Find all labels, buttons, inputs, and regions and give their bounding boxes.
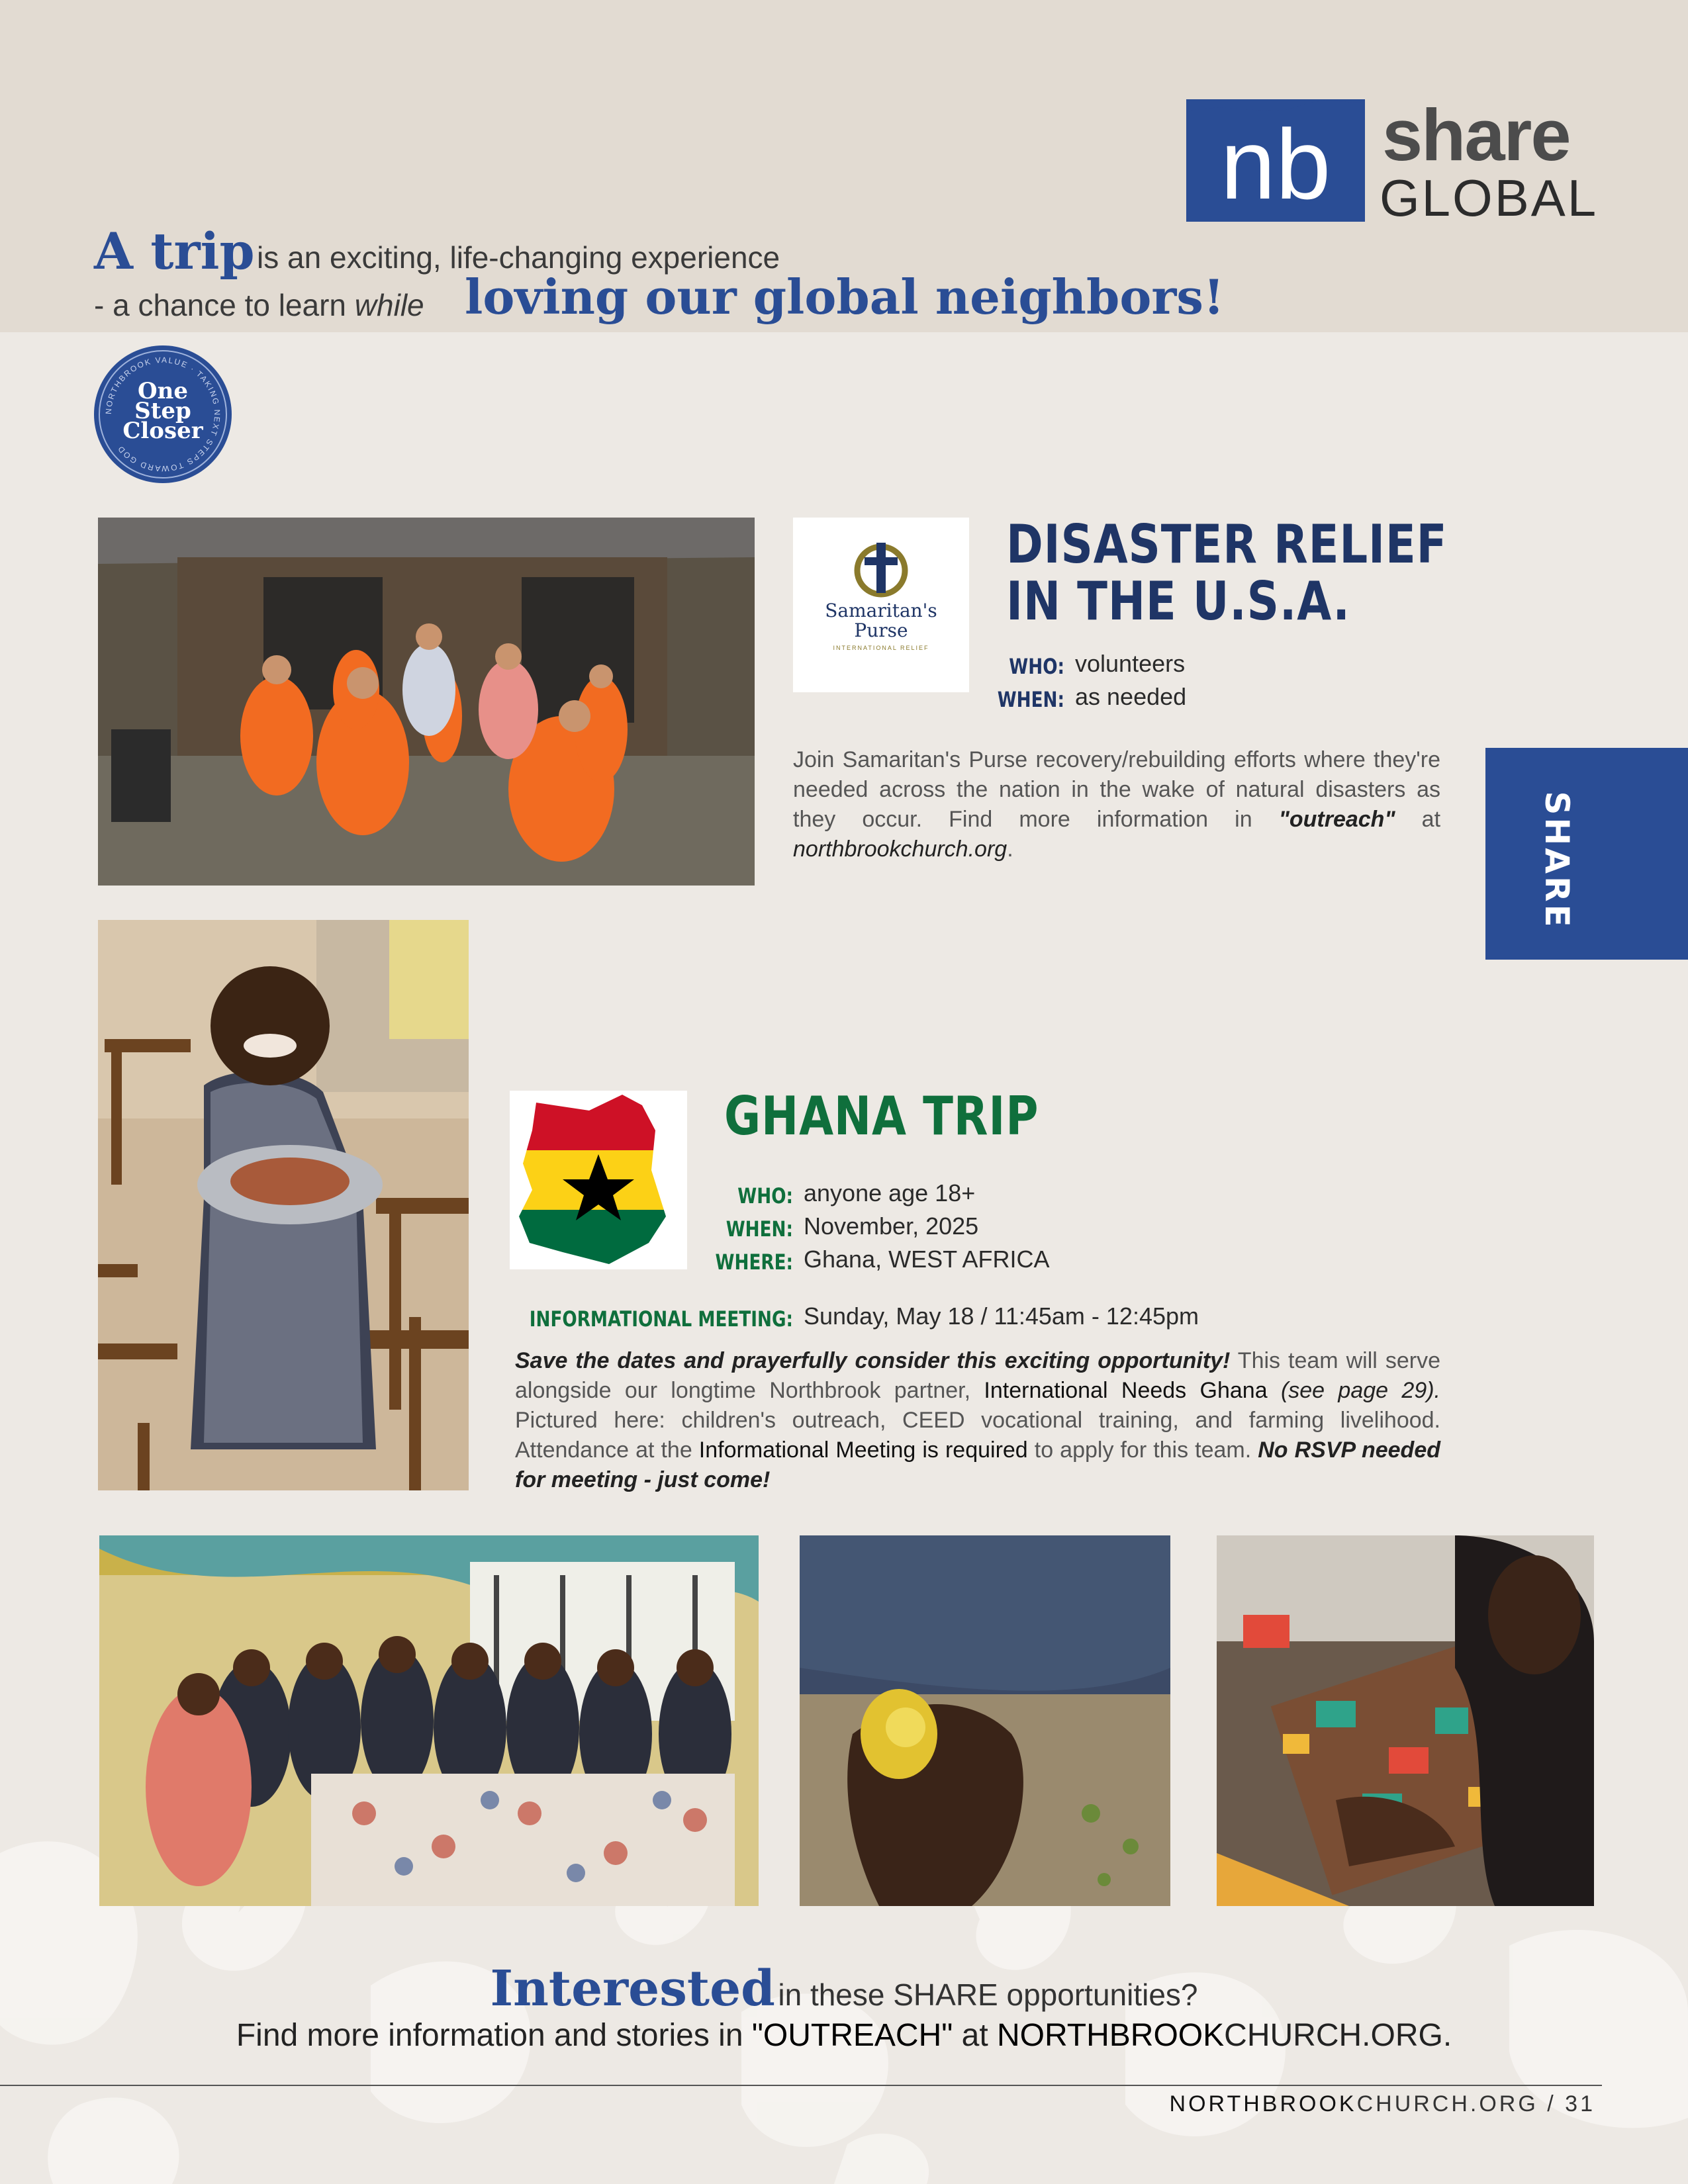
- logo-global-word: GLOBAL: [1380, 169, 1599, 227]
- ghana-child-photo: [98, 920, 469, 1490]
- ghana-who-label: WHO:: [737, 1183, 793, 1208]
- footer-page-info: NORTHBROOKCHURCH.ORG / 31: [1169, 2091, 1595, 2116]
- ghana-flag-map: [510, 1091, 687, 1269]
- childrens-outreach-photo: [99, 1535, 759, 1906]
- headline-loving: loving our global neighbors!: [465, 269, 1225, 325]
- nb-logo-mark: [1186, 99, 1365, 222]
- when-label: WHEN:: [997, 687, 1064, 712]
- disaster-title: DISASTER RELIEF IN THE U.S.A.: [1006, 514, 1448, 632]
- svg-text:nb: nb: [1220, 109, 1331, 220]
- ghana-where-value: Ghana, WEST AFRICA: [804, 1246, 1050, 1273]
- samaritans-purse-logo: [793, 518, 969, 692]
- headline-a-trip: A trip: [94, 222, 255, 281]
- svg-text:One: One: [138, 378, 188, 404]
- vocational-training-photo: [1217, 1535, 1594, 1906]
- headline-line2: - a chance to learn while: [94, 288, 424, 322]
- ghana-when-label: WHEN:: [726, 1216, 793, 1242]
- ghana-when-value: November, 2025: [804, 1212, 979, 1240]
- ghana-description: Save the dates and prayerfully consider this exciting opportunity! This team will serve alongside our longtime Northbrook partner, International Needs Ghana (see page 29). Pictured here: children's outreach, CEED vocational training, and farming livelihood. Attendance at the Informational Meeting is required to apply for this team. No RSVP needed for meeting - just come!: [515, 1348, 1440, 1492]
- svg-text:Step: Step: [134, 398, 191, 424]
- disaster-relief-photo: [98, 518, 755, 886]
- ghana-title: GHANA TRIP: [724, 1085, 1039, 1147]
- svg-text:Samaritan's: Samaritan's: [825, 600, 937, 621]
- meeting-label: INFORMATIONAL MEETING:: [529, 1306, 793, 1332]
- who-value: volunteers: [1075, 650, 1186, 677]
- share-section-tab: SHARE: [1485, 748, 1688, 960]
- meeting-value: Sunday, May 18 / 11:45am - 12:45pm: [804, 1302, 1199, 1330]
- who-label: WHO:: [1009, 654, 1064, 679]
- disaster-description: Join Samaritan's Purse recovery/rebuilding efforts where they're needed across the nation in the wake of natural disasters as they occur. Find more information in "outreach" at northbrookchurch.org.: [793, 747, 1441, 862]
- cta-line1: Interested in these SHARE opportunities?: [490, 1960, 1198, 2017]
- ghana-where-label: WHERE:: [715, 1250, 793, 1275]
- logo-share-word: share: [1382, 95, 1570, 176]
- footer-rule: [0, 2085, 1602, 2086]
- svg-text:Closer: Closer: [122, 418, 203, 444]
- svg-text:INTERNATIONAL RELIEF: INTERNATIONAL RELIEF: [833, 645, 929, 651]
- cta-line2: Find more information and stories in "OUTREACH" at NORTHBROOKCHURCH.ORG.: [236, 2018, 1452, 2053]
- svg-text:NORTHBROOK VALUE · TAKING NEXT: NORTHBROOK VALUE · TAKING NEXT STEPS TOWARD GOD: [103, 355, 222, 474]
- when-value: as needed: [1075, 683, 1187, 710]
- one-step-closer-badge: [94, 345, 232, 483]
- svg-text:Purse: Purse: [854, 619, 908, 641]
- headline-line1: is an exciting, life-changing experience: [257, 240, 780, 275]
- farming-livelihood-photo: [800, 1535, 1170, 1906]
- ghana-who-value: anyone age 18+: [804, 1179, 976, 1206]
